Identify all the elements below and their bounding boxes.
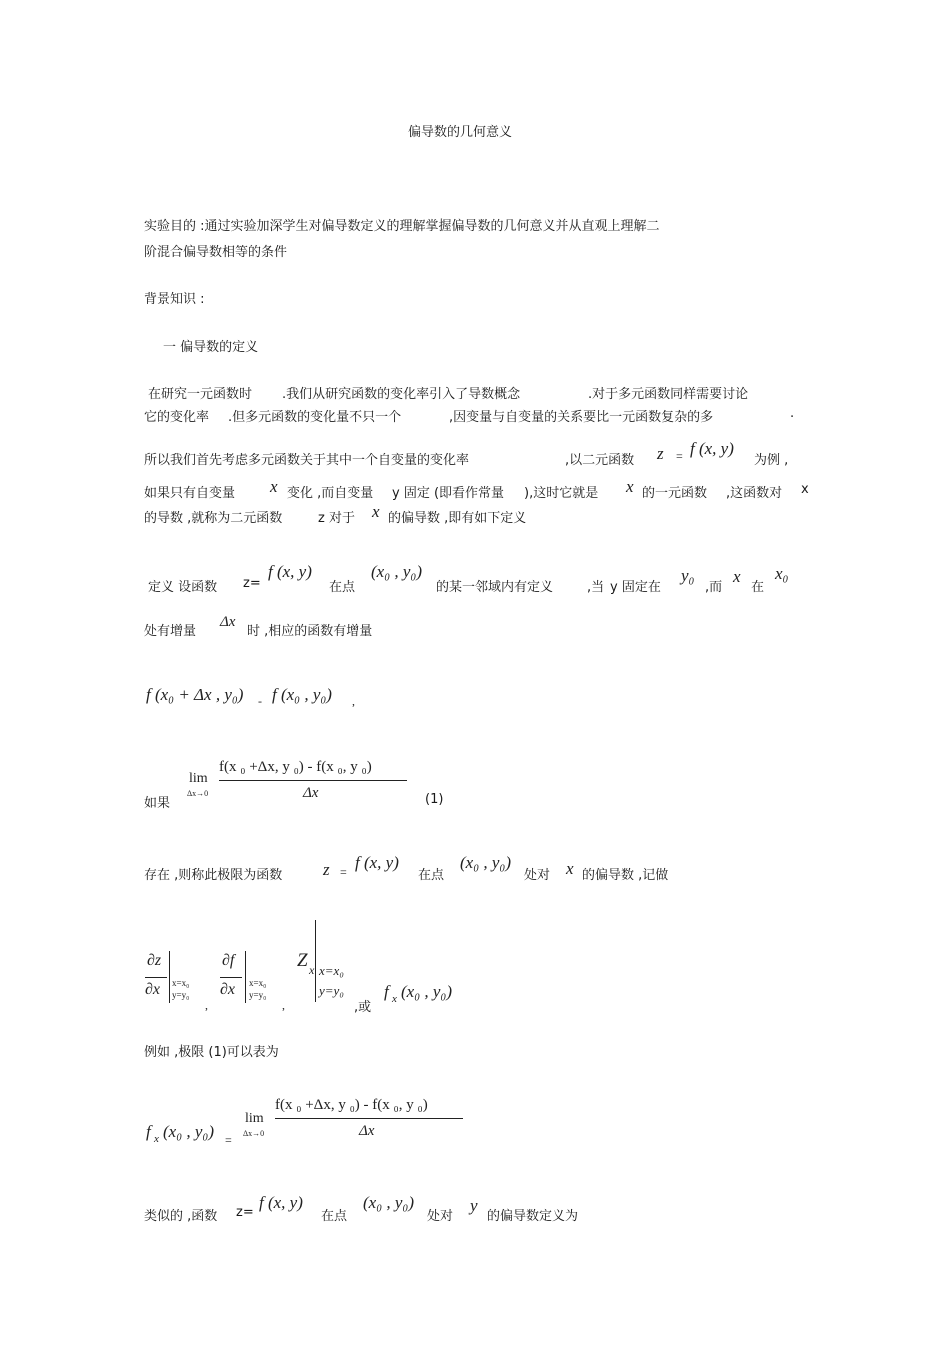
math-z: z [657, 444, 664, 463]
lim-subscript: Δx→0 [187, 789, 209, 798]
definition-text: 在 [751, 580, 765, 595]
para1-text: 为例 , [754, 453, 789, 468]
notation-fx-args: (x₀ , y₀) [401, 982, 452, 1001]
exists-text: 在点 [418, 868, 445, 883]
para1-text: 的导数 ,就称为二元函数 [144, 511, 283, 526]
para1-text: 它的变化率 [144, 410, 210, 425]
exists-text: 的偏导数 ,记做 [582, 868, 669, 883]
condition-x: x=x₀ [319, 963, 344, 978]
definition-text: 定义 设函数 [148, 580, 218, 595]
fraction-denominator: Δx [303, 785, 319, 801]
para1-text: 在研究一元函数时 [148, 387, 253, 402]
para1-text: 所以我们首先考虑多元函数关于其中一个自变量的变化率 [144, 453, 470, 468]
notation-fx: f [146, 1122, 151, 1141]
math-increment-b: f (x₀ , y₀) [272, 685, 332, 704]
math-comma: , [352, 694, 355, 708]
condition-x: x=x₀ [172, 978, 190, 988]
math-x0: x₀ [775, 564, 789, 583]
lim-word: lim [245, 1111, 264, 1126]
math-y0: y₀ [681, 566, 695, 585]
para1-text: .对于多元函数同样需要讨论 [588, 387, 749, 402]
para1-text: . [790, 406, 795, 421]
intro-line-2: 阶混合偏导数相等的条件 [144, 245, 288, 260]
definition-text: 在点 [329, 580, 356, 595]
math-x: x [372, 502, 380, 521]
math-minus: - [258, 694, 262, 708]
math-f-xy: f (x, y) [355, 853, 399, 872]
fraction-numerator: f(x ₀ +Δx, y ₀) - f(x ₀, y ₀) [219, 759, 372, 775]
para1-text: ,以二元函数 [565, 453, 635, 468]
notation-fx-args: (x₀ , y₀) [163, 1122, 214, 1141]
definition-text: 处有增量 [144, 624, 197, 639]
if-label: 如果 [144, 796, 171, 811]
similar-text: z= [236, 1205, 254, 1220]
notation-fraction-line [145, 977, 167, 978]
lim-subscript: Δx→0 [243, 1129, 265, 1138]
evaluation-bar [315, 920, 316, 1002]
condition-y: y=y₀ [319, 983, 344, 998]
para1-text: 如果只有自变量 [144, 486, 236, 501]
exists-text: 处对 [524, 868, 551, 883]
equation-number: (1) [425, 792, 444, 807]
math-x: x [566, 859, 574, 878]
math-z: z [323, 860, 330, 879]
section-heading: 一 偏导数的定义 [163, 340, 259, 355]
similar-text: 类似的 ,函数 [144, 1209, 218, 1224]
math-eq: = [340, 865, 347, 879]
notation-dz: ∂z [147, 952, 162, 969]
similar-text: 的偏导数定义为 [487, 1209, 579, 1224]
para1-text: .但多元函数的变化量不只一个 [228, 410, 402, 425]
math-f-xy: f (x, y) [690, 439, 734, 458]
math-eq: = [225, 1133, 232, 1147]
page-title: 偏导数的几何意义 [408, 125, 513, 140]
exists-text: 存在 ,则称此极限为函数 [144, 868, 283, 883]
condition-y: y=y₀ [172, 990, 190, 1000]
math-x: x [270, 477, 278, 496]
para1-text: 变化 ,而自变量 [287, 486, 374, 501]
math-comma: , [205, 998, 208, 1012]
notation-fx: f [384, 982, 389, 1001]
condition-y: y=y₀ [249, 990, 267, 1000]
para1-text: 的偏导数 ,即有如下定义 [388, 511, 527, 526]
para1-text: ,这函数对 [726, 486, 783, 501]
notation-fx-subscript: x [392, 993, 397, 1005]
background-label: 背景知识 : [144, 292, 205, 307]
similar-text: 处对 [427, 1209, 454, 1224]
para1-text: x [801, 482, 809, 497]
definition-text: z= [243, 576, 261, 591]
notation-dx: ∂x [220, 981, 236, 998]
notation-zx: Z [297, 950, 308, 971]
math-comma: , [282, 998, 285, 1012]
definition-text: y 固定在 [610, 580, 661, 595]
notation-fx-subscript: x [154, 1133, 159, 1145]
definition-text: 时 ,相应的函数有增量 [247, 624, 373, 639]
definition-text: ,而 [705, 580, 723, 595]
para1-text: z 对于 [318, 511, 355, 526]
fraction-line [275, 1118, 463, 1119]
para1-text: 的一元函数 [642, 486, 708, 501]
fraction-numerator: f(x ₀ +Δx, y ₀) - f(x ₀, y ₀) [275, 1097, 428, 1113]
math-y: y [470, 1196, 478, 1215]
math-x: x [733, 567, 741, 586]
para1-text: y 固定 (即看作常量 [392, 486, 505, 501]
notation-dx: ∂x [145, 981, 161, 998]
math-x: x [626, 477, 634, 496]
fraction-line [219, 780, 407, 781]
para1-text: ),这时它就是 [524, 486, 599, 501]
math-point: (x₀ , y₀) [371, 562, 422, 581]
math-f-xy: f (x, y) [268, 562, 312, 581]
math-f-xy: f (x, y) [259, 1193, 303, 1212]
similar-text: 在点 [321, 1209, 348, 1224]
definition-text: ,当 [587, 580, 605, 595]
definition-text: 的某一邻域内有定义 [436, 580, 554, 595]
lim-word: lim [189, 771, 208, 786]
fraction-denominator: Δx [359, 1123, 375, 1139]
math-increment-a: f (x₀ + Δx , y₀) [146, 685, 244, 704]
math-point: (x₀ , y₀) [363, 1193, 414, 1212]
example-text: 例如 ,极限 (1)可以表为 [144, 1045, 279, 1060]
evaluation-bar [169, 951, 170, 1003]
math-delta-x: Δx [220, 614, 236, 630]
para1-text: .我们从研究函数的变化率引入了导数概念 [282, 387, 521, 402]
condition-x: x=x₀ [249, 978, 267, 988]
notation-df: ∂f [222, 952, 235, 969]
intro-line-1: 实验目的 :通过实验加深学生对偏导数定义的理解掌握偏导数的几何意义并从直观上理解二 [144, 219, 660, 234]
notation-zx-subscript: x [309, 963, 315, 977]
evaluation-bar [245, 951, 246, 1003]
math-point: (x₀ , y₀) [460, 853, 511, 872]
para1-text: ,因变量与自变量的关系要比一元函数复杂的多 [449, 410, 714, 425]
math-eq: = [676, 449, 683, 463]
notation-fraction-line [220, 977, 242, 978]
or-label: ,或 [354, 1000, 372, 1015]
